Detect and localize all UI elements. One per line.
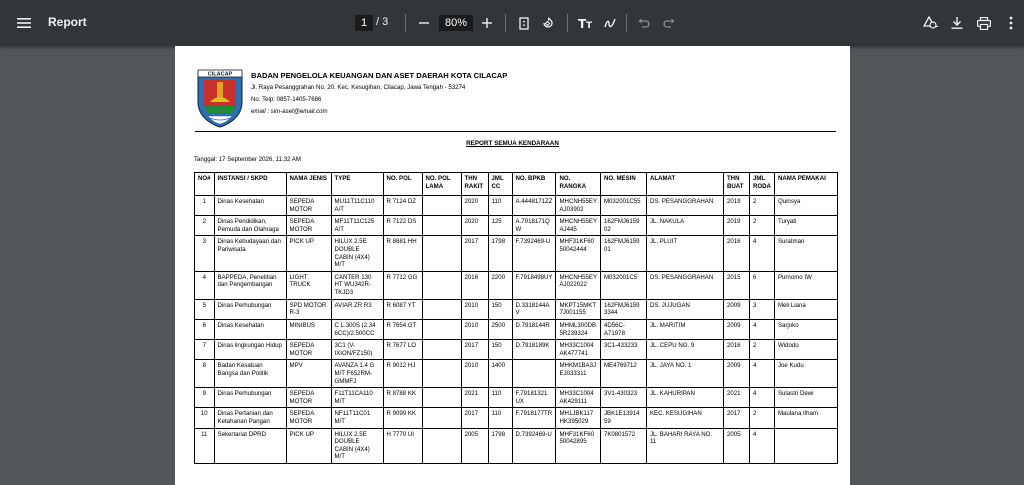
column-header: NAMA JENIS xyxy=(286,173,331,196)
table-header-row xyxy=(195,173,838,196)
table-cell: MHCNH55EY AJ03902 xyxy=(556,196,600,216)
table-cell: 2 xyxy=(749,408,774,428)
column-header: NO# xyxy=(195,173,215,196)
table-cell: 2020 xyxy=(461,216,488,236)
table-cell: 1 xyxy=(195,196,215,216)
document-title: Report xyxy=(48,15,87,29)
table-cell: 2200 xyxy=(488,271,512,299)
table-cell: Dinas Kesehatan xyxy=(214,319,286,339)
table-cell: R 8681 HH xyxy=(383,236,422,271)
table-cell: Quinsya xyxy=(774,196,837,216)
svg-text:T: T xyxy=(586,21,593,29)
table-cell: Dinas Perhubungan xyxy=(214,388,286,408)
table-cell: 2 xyxy=(749,216,774,236)
add-shape-icon[interactable] xyxy=(916,9,944,37)
table-cell: JL. JAYA NO. 1 xyxy=(646,360,723,388)
table-cell: MHF31KF60 50042895 xyxy=(556,428,600,463)
org-email: email : sim-aset@email.com xyxy=(251,108,328,115)
page-count: / 3 xyxy=(376,16,389,28)
column-header: NAMA PEMAKAI xyxy=(774,173,837,196)
table-cell: Dinas Pendidikan, Pemuda dan Olahraga xyxy=(214,216,286,236)
table-cell: 4 xyxy=(749,388,774,408)
column-header: ALAMAT xyxy=(646,173,723,196)
table-row xyxy=(195,196,838,216)
column-header: THN RAKIT xyxy=(461,173,488,196)
table-cell: Joe Kudu xyxy=(774,360,837,388)
svg-text:CILACAP: CILACAP xyxy=(207,71,233,78)
table-cell: 7 xyxy=(195,340,215,360)
table-cell: 4 xyxy=(195,271,215,299)
download-icon[interactable] xyxy=(943,9,971,37)
table-cell: SEPEDA MOTOR xyxy=(286,408,331,428)
table-cell: 3C1-433233 xyxy=(600,340,646,360)
table-row xyxy=(195,360,838,388)
table-cell: R 7677 LO xyxy=(383,340,422,360)
table-cell: MHKM1BA3J EJ033311 xyxy=(556,360,600,388)
column-header: NO. MESIN xyxy=(600,173,646,196)
table-cell: HILUX 2.5E DOUBLE CABIN (4X4) M/T xyxy=(331,236,383,271)
page-number-input[interactable]: 1 xyxy=(355,15,373,31)
table-cell: Dinas Kebudayaan dan Pariwisata xyxy=(214,236,286,271)
table-cell: 2009 xyxy=(723,299,749,319)
table-cell: MPV xyxy=(286,360,331,388)
table-cell: M032001C55 xyxy=(600,196,646,216)
table-cell: 2019 xyxy=(723,216,749,236)
table-row xyxy=(195,271,838,299)
table-cell: H 7770 UI xyxy=(383,428,422,463)
table-cell: 1400 xyxy=(488,360,512,388)
table-cell xyxy=(774,428,837,463)
table-row xyxy=(195,299,838,319)
toolbar-divider xyxy=(405,14,406,32)
table-cell: 2017 xyxy=(461,236,488,271)
table-cell: R 6087 YT xyxy=(383,299,422,319)
table-cell: 2016 xyxy=(723,340,749,360)
table-cell: 4D56C-A71978 xyxy=(600,319,646,339)
table-cell: NF11T11C01 M/T xyxy=(331,408,383,428)
table-cell xyxy=(422,340,461,360)
toolbar-divider xyxy=(626,14,627,32)
table-cell: SEPEDA MOTOR xyxy=(286,340,331,360)
table-cell: 7K0801572 xyxy=(600,428,646,463)
table-cell: F11T11CA110 M/T xyxy=(331,388,383,408)
table-cell: 3V1-430323 xyxy=(600,388,646,408)
table-row xyxy=(195,319,838,339)
report-date: Tanggal: 17 September 2026, 11:32 AM xyxy=(194,156,301,163)
table-cell: Sekertariat DPRD xyxy=(214,428,286,463)
table-cell: D.7918144R xyxy=(512,319,556,339)
table-cell: 3 xyxy=(195,236,215,271)
table-cell: 2009 xyxy=(723,319,749,339)
table-cell: 2015 xyxy=(723,271,749,299)
undo-icon[interactable] xyxy=(630,9,658,37)
table-cell: 2 xyxy=(749,340,774,360)
table-cell: 110 xyxy=(488,196,512,216)
table-cell: JL. MARITIM xyxy=(646,319,723,339)
table-cell: 150 xyxy=(488,299,512,319)
table-cell: R 7712 GG xyxy=(383,271,422,299)
table-cell: 2019 xyxy=(723,196,749,216)
table-cell: MU11T11C110 A/T xyxy=(331,196,383,216)
header-divider xyxy=(195,131,836,132)
table-cell: JL. CEPU NO. 9 xyxy=(646,340,723,360)
table-cell xyxy=(512,360,556,388)
table-cell: DS. JUJUGAN xyxy=(646,299,723,319)
table-cell: 110 xyxy=(488,408,512,428)
table-cell: SEPEDA MOTOR xyxy=(286,216,331,236)
table-cell: 2010 xyxy=(461,319,488,339)
table-cell: Dinas Kesehatan xyxy=(214,196,286,216)
table-cell: 2016 xyxy=(461,271,488,299)
table-cell: BAPPEDA, Penelitian dan Pengembangan xyxy=(214,271,286,299)
table-cell: C L.300S (2.34 6CC)/2.500CC xyxy=(331,319,383,339)
table-row xyxy=(195,428,838,463)
zoom-in-icon[interactable] xyxy=(473,9,501,37)
table-cell: F.7392469-U xyxy=(512,236,556,271)
table-cell: Dinas lingkungan Hidup xyxy=(214,340,286,360)
table-cell: Badan Kesatuan Bangsa dan Politik xyxy=(214,360,286,388)
table-row xyxy=(195,216,838,236)
table-cell: 2009 xyxy=(723,360,749,388)
zoom-out-icon[interactable] xyxy=(410,9,438,37)
table-cell: 2 xyxy=(749,196,774,216)
table-cell xyxy=(422,271,461,299)
table-cell: R 7122 DS xyxy=(383,216,422,236)
table-cell: AVANZA 1.4 G M/T F652RM-GMMFJ xyxy=(331,360,383,388)
table-cell: 8 xyxy=(195,360,215,388)
table-cell: KEC. KESUGIHAN xyxy=(646,408,723,428)
table-cell: MHF31KF60 50042444 xyxy=(556,236,600,271)
column-header: NO. BPKB xyxy=(512,173,556,196)
table-cell: 2005 xyxy=(461,428,488,463)
table-cell: 2017 xyxy=(723,408,749,428)
table-cell: 2500 xyxy=(488,319,512,339)
table-cell: 150 xyxy=(488,340,512,360)
table-cell: 162FMJ6159 02 xyxy=(600,216,646,236)
more-options-icon[interactable] xyxy=(997,9,1024,37)
table-cell: MH1JBK117 HK395029 xyxy=(556,408,600,428)
table-row xyxy=(195,340,838,360)
table-row xyxy=(195,236,838,271)
table-cell: MH33C1004 AK477741 xyxy=(556,340,600,360)
table-cell: 1798 xyxy=(488,428,512,463)
table-cell: D.7392469-U xyxy=(512,428,556,463)
table-cell: DS. PESANGGRAHAN xyxy=(646,196,723,216)
table-cell: JBK1E13914 59 xyxy=(600,408,646,428)
table-cell: MHCNH55EY AJ445 xyxy=(556,216,600,236)
table-cell: Sulastri Dewi xyxy=(774,388,837,408)
table-cell: F.79181321 UX xyxy=(512,388,556,408)
table-cell: PICK UP xyxy=(286,236,331,271)
column-header: NO. POL LAMA xyxy=(422,173,461,196)
table-cell: 2010 xyxy=(461,360,488,388)
table-cell: JL. KAHURIPAN xyxy=(646,388,723,408)
table-cell: AVIAR ZR R3 xyxy=(331,299,383,319)
table-row xyxy=(195,408,838,428)
table-cell: CANTER 130 HT WU342R-TKJD3 xyxy=(331,271,383,299)
table-cell: 3 xyxy=(749,299,774,319)
table-cell: LIGHT TRUCK xyxy=(286,271,331,299)
table-cell: MINIBUS xyxy=(286,319,331,339)
table-cell: 2016 xyxy=(723,236,749,271)
table-cell: Dinas Perhubungan xyxy=(214,299,286,319)
table-cell: 162FMJ6159 3344 xyxy=(600,299,646,319)
table-cell: MHML300DB 5R239324 xyxy=(556,319,600,339)
table-cell: Turyati xyxy=(774,216,837,236)
table-cell: Maulana Ilham xyxy=(774,408,837,428)
column-header: NO. POL xyxy=(383,173,422,196)
table-cell: JL. PLUIT xyxy=(646,236,723,271)
table-cell: R 9012 HJ xyxy=(383,360,422,388)
column-header: JML CC xyxy=(488,173,512,196)
table-cell: Dinas Pertanian dan Ketahanan Pangan xyxy=(214,408,286,428)
table-cell: 9 xyxy=(195,388,215,408)
table-cell xyxy=(422,216,461,236)
table-cell: Widodo xyxy=(774,340,837,360)
table-cell: 4 xyxy=(749,360,774,388)
svg-text:T: T xyxy=(578,17,587,29)
table-cell: JL. BAHARI RAYA NO. 11 xyxy=(646,428,723,463)
pdf-page xyxy=(175,46,850,485)
table-cell: Sarjoko xyxy=(774,319,837,339)
column-header: INSTANSI / SKPD xyxy=(214,173,286,196)
table-cell: R 7124 DZ xyxy=(383,196,422,216)
table-cell: R 7654 GT xyxy=(383,319,422,339)
table-cell: A.7918171Q W xyxy=(512,216,556,236)
table-cell: 6 xyxy=(749,271,774,299)
print-icon[interactable] xyxy=(970,9,998,37)
table-cell: 2017 xyxy=(461,408,488,428)
table-cell: SPD MOTOR R-3 xyxy=(286,299,331,319)
table-cell: 11 xyxy=(195,428,215,463)
table-cell: PICK UP xyxy=(286,428,331,463)
table-body xyxy=(195,196,838,464)
table-cell: 2005 xyxy=(723,428,749,463)
table-cell: R 8788 KK xyxy=(383,388,422,408)
table-cell xyxy=(422,428,461,463)
table-cell: Purnomo IW xyxy=(774,271,837,299)
rotate-icon[interactable] xyxy=(534,9,562,37)
table-cell: 10 xyxy=(195,408,215,428)
cilacap-logo xyxy=(196,68,244,128)
table-cell: SEPEDA MOTOR xyxy=(286,388,331,408)
table-cell: 162FMJ6159 01 xyxy=(600,236,646,271)
column-header: NO. RANGKA xyxy=(556,173,600,196)
org-phone: No. Telp: 0857-1405-7686 xyxy=(251,96,322,103)
report-title: REPORT SEMUA KENDARAAN xyxy=(466,140,559,147)
table-cell xyxy=(422,388,461,408)
table-cell: 2021 xyxy=(461,388,488,408)
table-cell: 2020 xyxy=(461,196,488,216)
table-cell: HILUX 2.5E DOUBLE CABIN (4X4) M/T xyxy=(331,428,383,463)
table-cell: 2010 xyxy=(461,299,488,319)
column-header: JML RODA xyxy=(749,173,774,196)
draw-icon[interactable] xyxy=(596,9,624,37)
table-cell xyxy=(422,360,461,388)
table-cell: D.7918189K xyxy=(512,340,556,360)
table-cell: MHCNH55EY AJ022022 xyxy=(556,271,600,299)
table-cell xyxy=(422,299,461,319)
table-cell: 2017 xyxy=(461,340,488,360)
table-cell: A.4448171ZZ xyxy=(512,196,556,216)
table-cell: JL. NAKULA xyxy=(646,216,723,236)
table-cell: 2021 xyxy=(723,388,749,408)
table-cell: 1798 xyxy=(488,236,512,271)
org-name: BADAN PENGELOLA KEUANGAN DAN ASET DAERAH KOTA CILACAP xyxy=(251,71,508,80)
table-row xyxy=(195,388,838,408)
table-cell: ME4769712 xyxy=(600,360,646,388)
menu-icon[interactable] xyxy=(10,9,38,37)
table-cell: 110 xyxy=(488,388,512,408)
pdf-toolbar xyxy=(0,0,1024,46)
zoom-input[interactable]: 80% xyxy=(439,15,473,31)
table-cell: 4 xyxy=(749,428,774,463)
table-cell: MH33C1004 AK429111 xyxy=(556,388,600,408)
toolbar-divider xyxy=(567,14,568,32)
table-cell: M032001C5 xyxy=(600,271,646,299)
table-cell: SEPEDA MOTOR xyxy=(286,196,331,216)
toolbar-divider xyxy=(505,14,506,32)
table-cell xyxy=(422,236,461,271)
table-cell: Suratman xyxy=(774,236,837,271)
table-cell: MF11T11C125 A/T xyxy=(331,216,383,236)
table-cell: 125 xyxy=(488,216,512,236)
table-cell xyxy=(422,408,461,428)
table-cell: F.7918498UY xyxy=(512,271,556,299)
column-header: THN BUAT xyxy=(723,173,749,196)
table-cell xyxy=(422,319,461,339)
column-header: TYPE xyxy=(331,173,383,196)
table-cell: F.7918177TR xyxy=(512,408,556,428)
table-cell: 6 xyxy=(195,319,215,339)
table-cell: 4 xyxy=(749,236,774,271)
table-cell: DS. PESANGGRAHAN xyxy=(646,271,723,299)
table-cell: R 9099 KK xyxy=(383,408,422,428)
redo-icon[interactable] xyxy=(655,9,683,37)
table-cell: 3C1 (V-IXION/FZ150) xyxy=(331,340,383,360)
table-cell: 2 xyxy=(195,216,215,236)
table-cell: 5 xyxy=(195,299,215,319)
table-cell: MKPT15MKT 7J001155 xyxy=(556,299,600,319)
table-cell: 4 xyxy=(749,319,774,339)
table-cell: Meli Liana xyxy=(774,299,837,319)
org-address: Jl. Raya Pesanggrahan No. 20, Kec. Kesugihan, Cilacap, Jawa Tengah - 53274 xyxy=(251,84,466,91)
table-cell xyxy=(422,196,461,216)
vehicle-table xyxy=(194,172,838,464)
table-cell: D.3318144A V xyxy=(512,299,556,319)
